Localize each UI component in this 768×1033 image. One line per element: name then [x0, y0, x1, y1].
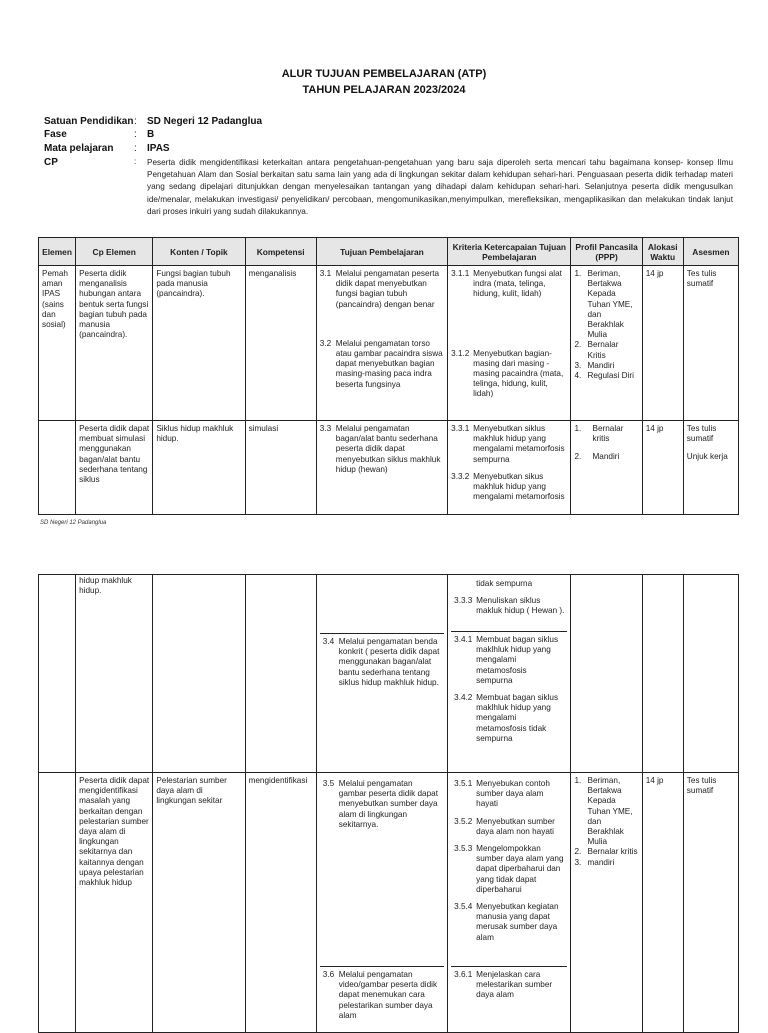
- profil-cell: [571, 575, 642, 773]
- cp-description: Peserta didik mengidentifikasi keterkaitan antara pengetahuan-pengetahuan yang baru saja diperoleh serta mencari tahu bagaimana konsep- konsep Ilmu Pengetahuan Alam dan Sosial berkaitan satu sama lain yang ada di lingkungan sekitar dalam kehidupan sehari-hari. Penguasaan peserta didik terhadap materi yang sedang dipelajari ditunjukkan dengan menyelesaikan tantangan yang dihadapi dalam kehidupan sehari-hari. Selanjutnya peserta didik mengusulkan ide/menalar, melakukan investigasi/ penyelidikan/ percobaan, mengomunikasikan,menyimpulkan, merefleksikan, mengaplikasikan dan melakukan tindak lanjut dari proses inkuiri yang sudah dilakukannya.: [147, 158, 733, 216]
- tujuan-item: [320, 339, 444, 390]
- satuan-value: SD Negeri 12 Padanglua: [147, 116, 263, 127]
- colon: :: [134, 116, 137, 127]
- list-item: 1. Beriman, Bertakwa Kepada Tuhan YME, dan Berakhlak Mulia: [574, 269, 633, 340]
- kompetensi-cell: menganalisis: [245, 266, 316, 421]
- item-text: Melalui pengamatan gambar peserta didik dapat menyebutkan sumber daya alam di lingkungan sekitarnya.: [338, 779, 438, 829]
- kriteria-cell: [448, 266, 571, 421]
- tujuan-cell: [316, 266, 447, 421]
- mapel-value: IPAS: [147, 143, 170, 154]
- cp-label: CP: [44, 157, 58, 168]
- tujuan-item: [320, 966, 444, 1023]
- list-item: 3. mandiri: [574, 857, 615, 867]
- konten-cell: [153, 575, 245, 773]
- header-alokasi: Alokasi Waktu: [642, 238, 683, 266]
- item-number: 3.4: [322, 637, 335, 646]
- header-elemen: Elemen: [39, 238, 76, 266]
- item-number: 3.5: [322, 779, 335, 788]
- item-number: 3.5.2: [454, 816, 473, 826]
- kompetensi-cell: mengidentifikasi: [245, 773, 316, 1033]
- list-item: 1. Beriman, Bertakwa Kepada Tuhan YME, dan Berakhlak Mulia: [574, 776, 633, 847]
- table-row: [39, 266, 739, 421]
- table-header-row: [39, 238, 739, 266]
- item-text: Melalui pengamatan peserta didik dapat menyebutkan fungsi bagian tubuh (pancaindra) dengan benar: [335, 269, 440, 309]
- tujuan-item-empty: [320, 578, 444, 633]
- colon: :: [134, 157, 137, 166]
- satuan-label: Satuan Pendidikan: [44, 116, 134, 127]
- item-number: 3.5.1: [454, 779, 473, 788]
- tujuan-item: [320, 424, 444, 475]
- cp-elemen-cell: Peserta didik dapat mengidentifikasi masalah yang berkaitan dengan pelestarian sumber daya alam di lingkungan sekitarnya dan kaitannya dengan upaya pelestarian makhluk hidup: [76, 773, 153, 1033]
- kriteria-part: [451, 966, 567, 1003]
- item-text: Melalui pengamatan bagan/alat bantu sederhana peserta didik dapat menyebutkan siklus makhluk hidup (hewan): [335, 424, 441, 474]
- konten-cell: Pelestarian sumber daya alam di lingkungan sekitar: [153, 773, 245, 1033]
- item-number: 3.1: [319, 269, 332, 278]
- item-text: Melalui pengamatan video/gambar peserta didik dapat menemukan cara pelestarikan sumber daya alam: [338, 970, 438, 1020]
- tujuan-cell: [316, 773, 447, 1033]
- profil-cell: [571, 266, 642, 421]
- tujuan-cell: [316, 575, 447, 773]
- item-text: Menyebukan contoh sumber daya alam hayati: [476, 779, 550, 809]
- item-number: 3.5.4: [454, 902, 473, 912]
- elemen-cell: [39, 575, 76, 773]
- alokasi-cell: 14 jp: [642, 266, 683, 421]
- asesmen-cell: [683, 421, 738, 515]
- cp-elemen-cell: Peserta didik dapat membuat simulasi menggunakan bagan/alat bantu sederhana tentang siklus: [76, 421, 153, 515]
- alokasi-cell: 14 jp: [642, 773, 683, 1033]
- konten-cell: Siklus hidup makhluk hidup.: [153, 421, 245, 515]
- item-number: 3.1.1: [451, 269, 470, 278]
- list-item: 2. Mandiri: [574, 452, 620, 462]
- list-item: 2. Bernalar kritis: [574, 847, 638, 857]
- kriteria-cell: [448, 575, 571, 773]
- item-number: 3.1.2: [451, 348, 470, 358]
- item-number: 3.4.1: [454, 635, 473, 644]
- profil-cell: [571, 421, 642, 515]
- kriteria-item: [451, 349, 567, 400]
- fase-label: Fase: [44, 129, 67, 140]
- list-item: 1. Bernalar kritis: [574, 424, 624, 444]
- elemen-cell: [39, 773, 76, 1033]
- kriteria-cell: [448, 773, 571, 1033]
- colon: :: [134, 129, 137, 140]
- item-number: 3.6: [322, 970, 335, 979]
- alokasi-cell: 14 jp: [642, 421, 683, 515]
- profil-list: [574, 776, 638, 868]
- list-item: 4. Regulasi Diri: [574, 371, 634, 381]
- asesmen-cell: Tes tulis sumatif: [683, 266, 738, 421]
- tujuan-item: [320, 269, 444, 310]
- header-kompetensi: Kompetensi: [245, 238, 316, 266]
- elemen-cell: Pemah aman IPAS (sains dan sosial): [39, 266, 76, 421]
- item-number: 3.5.3: [454, 844, 473, 854]
- fase-value: B: [147, 129, 155, 140]
- item-number: 3.2: [319, 338, 332, 348]
- asesmen-cell: [683, 575, 738, 773]
- elemen-cell: [39, 421, 76, 515]
- item-text: Mengelompokkan sumber daya alam yang dapat diperbaharui dan yang tidak dapat diperbaharui: [476, 844, 564, 894]
- item-number: 3.4.2: [454, 693, 473, 703]
- item-text: Membuat bagan siklus maklhluk hidup yang mengalami metamosfosis sempurna: [476, 635, 559, 685]
- header-profil: Profil Pancasila (PPP): [571, 238, 642, 266]
- tujuan-item: [320, 776, 444, 966]
- item-text: Menyebutkan kegiatan manusia yang dapat merusak sumber daya alam: [476, 902, 559, 942]
- profil-list: [574, 269, 638, 381]
- kriteria-item: [451, 472, 567, 503]
- table-row: [39, 773, 739, 1033]
- header-kriteria: Kriteria Ketercapaian Tujuan Pembelajaran: [448, 238, 571, 266]
- table-row: [39, 575, 739, 773]
- list-item: 2. Bernalar Kritis: [574, 340, 619, 360]
- item-number: 3.3.2: [451, 471, 470, 481]
- asesmen-cell: Tes tulis sumatif: [683, 773, 738, 1033]
- kompetensi-cell: [245, 575, 316, 773]
- mapel-label: Mata pelajaran: [44, 143, 114, 154]
- item-text: Menjelaskan cara melestarikan sumber daya alam: [476, 970, 553, 1000]
- kriteria-part: [451, 578, 567, 631]
- cp-elemen-cell: Peserta didik menganalisis hubungan antara bentuk serta fungsi bagian tubuh pada manusia (pancaindra).: [76, 266, 153, 421]
- cp-elemen-cell: hidup makhluk hidup.: [76, 575, 153, 773]
- asesmen-item: Tes tulis sumatif: [686, 424, 717, 444]
- item-number: 3.3.1: [451, 424, 470, 433]
- item-text: Menyebutkan bagian-masing dari masing - masing pacaindra (mata, telinga, hidung, kulit, lidah): [473, 348, 564, 399]
- asesmen-item: Unjuk kerja: [686, 452, 728, 462]
- list-item: 3. Mandiri: [574, 360, 615, 370]
- colon: :: [134, 143, 137, 154]
- atp-table-page-1: [38, 237, 739, 515]
- header-cp-elemen: Cp Elemen: [76, 238, 153, 266]
- item-text: Membuat bagan siklus maklhluk hidup yang mengalami metamosfosis tidak sempurna: [476, 693, 559, 743]
- item-text: Menuliskan siklus makluk hidup ( Hewan ).: [476, 596, 565, 616]
- kriteria-item: [451, 424, 567, 465]
- page-footer: SD Negeri 12 Padanglua: [40, 520, 107, 526]
- header-asesmen: Asesmen: [683, 238, 738, 266]
- profil-cell: [571, 773, 642, 1033]
- document-title: ALUR TUJUAN PEMBELAJARAN (ATP): [281, 68, 487, 80]
- kriteria-cell: [448, 421, 571, 515]
- kompetensi-cell: simulasi: [245, 421, 316, 515]
- kriteria-part: [451, 631, 567, 746]
- kriteria-item: [451, 269, 567, 300]
- atp-table-page-2: [38, 574, 739, 1033]
- header-tujuan: Tujuan Pembelajaran: [316, 238, 447, 266]
- document-subtitle: TAHUN PELAJARAN 2023/2024: [302, 84, 466, 96]
- konten-cell: Fungsi bagian tubuh pada manusia (pancaindra).: [153, 266, 245, 421]
- item-number: 3.3.3: [454, 596, 473, 606]
- kriteria-part: [451, 776, 567, 966]
- item-number: 3.3: [319, 424, 332, 433]
- tujuan-item: [320, 633, 444, 690]
- item-text: Menyebutkan siklus makhluk hidup yang mengalami metamorfosis sempurna: [473, 424, 565, 464]
- item-text: Menyebutkan sumber daya alam non hayati: [476, 816, 555, 836]
- tujuan-cell: [316, 421, 447, 515]
- item-text: Melalui pengamatan benda konkrit ( peserta didik dapat menggunakan bagan/alat bantu sederhana tentang siklus hidup makhluk hidup.: [338, 637, 440, 687]
- table-row: [39, 421, 739, 515]
- item-text: tidak sempurna: [476, 579, 533, 588]
- item-text: Menyebutkan sikus makhluk hidup yang mengalami metamorfosis: [473, 471, 565, 502]
- alokasi-cell: [642, 575, 683, 773]
- profil-list: [574, 424, 638, 463]
- item-text: Melalui pengamatan torso atau gambar pacaindra siswa dapat menyebutkan bagian masing-masing paca indra beserta fungsinya: [335, 338, 443, 389]
- item-number: 3.6.1: [454, 970, 473, 979]
- item-text: Menyebutkan fungsi alat indra (mata, telinga, hidung, kulit, lidah): [473, 269, 562, 299]
- header-konten: Konten / Topik: [153, 238, 245, 266]
